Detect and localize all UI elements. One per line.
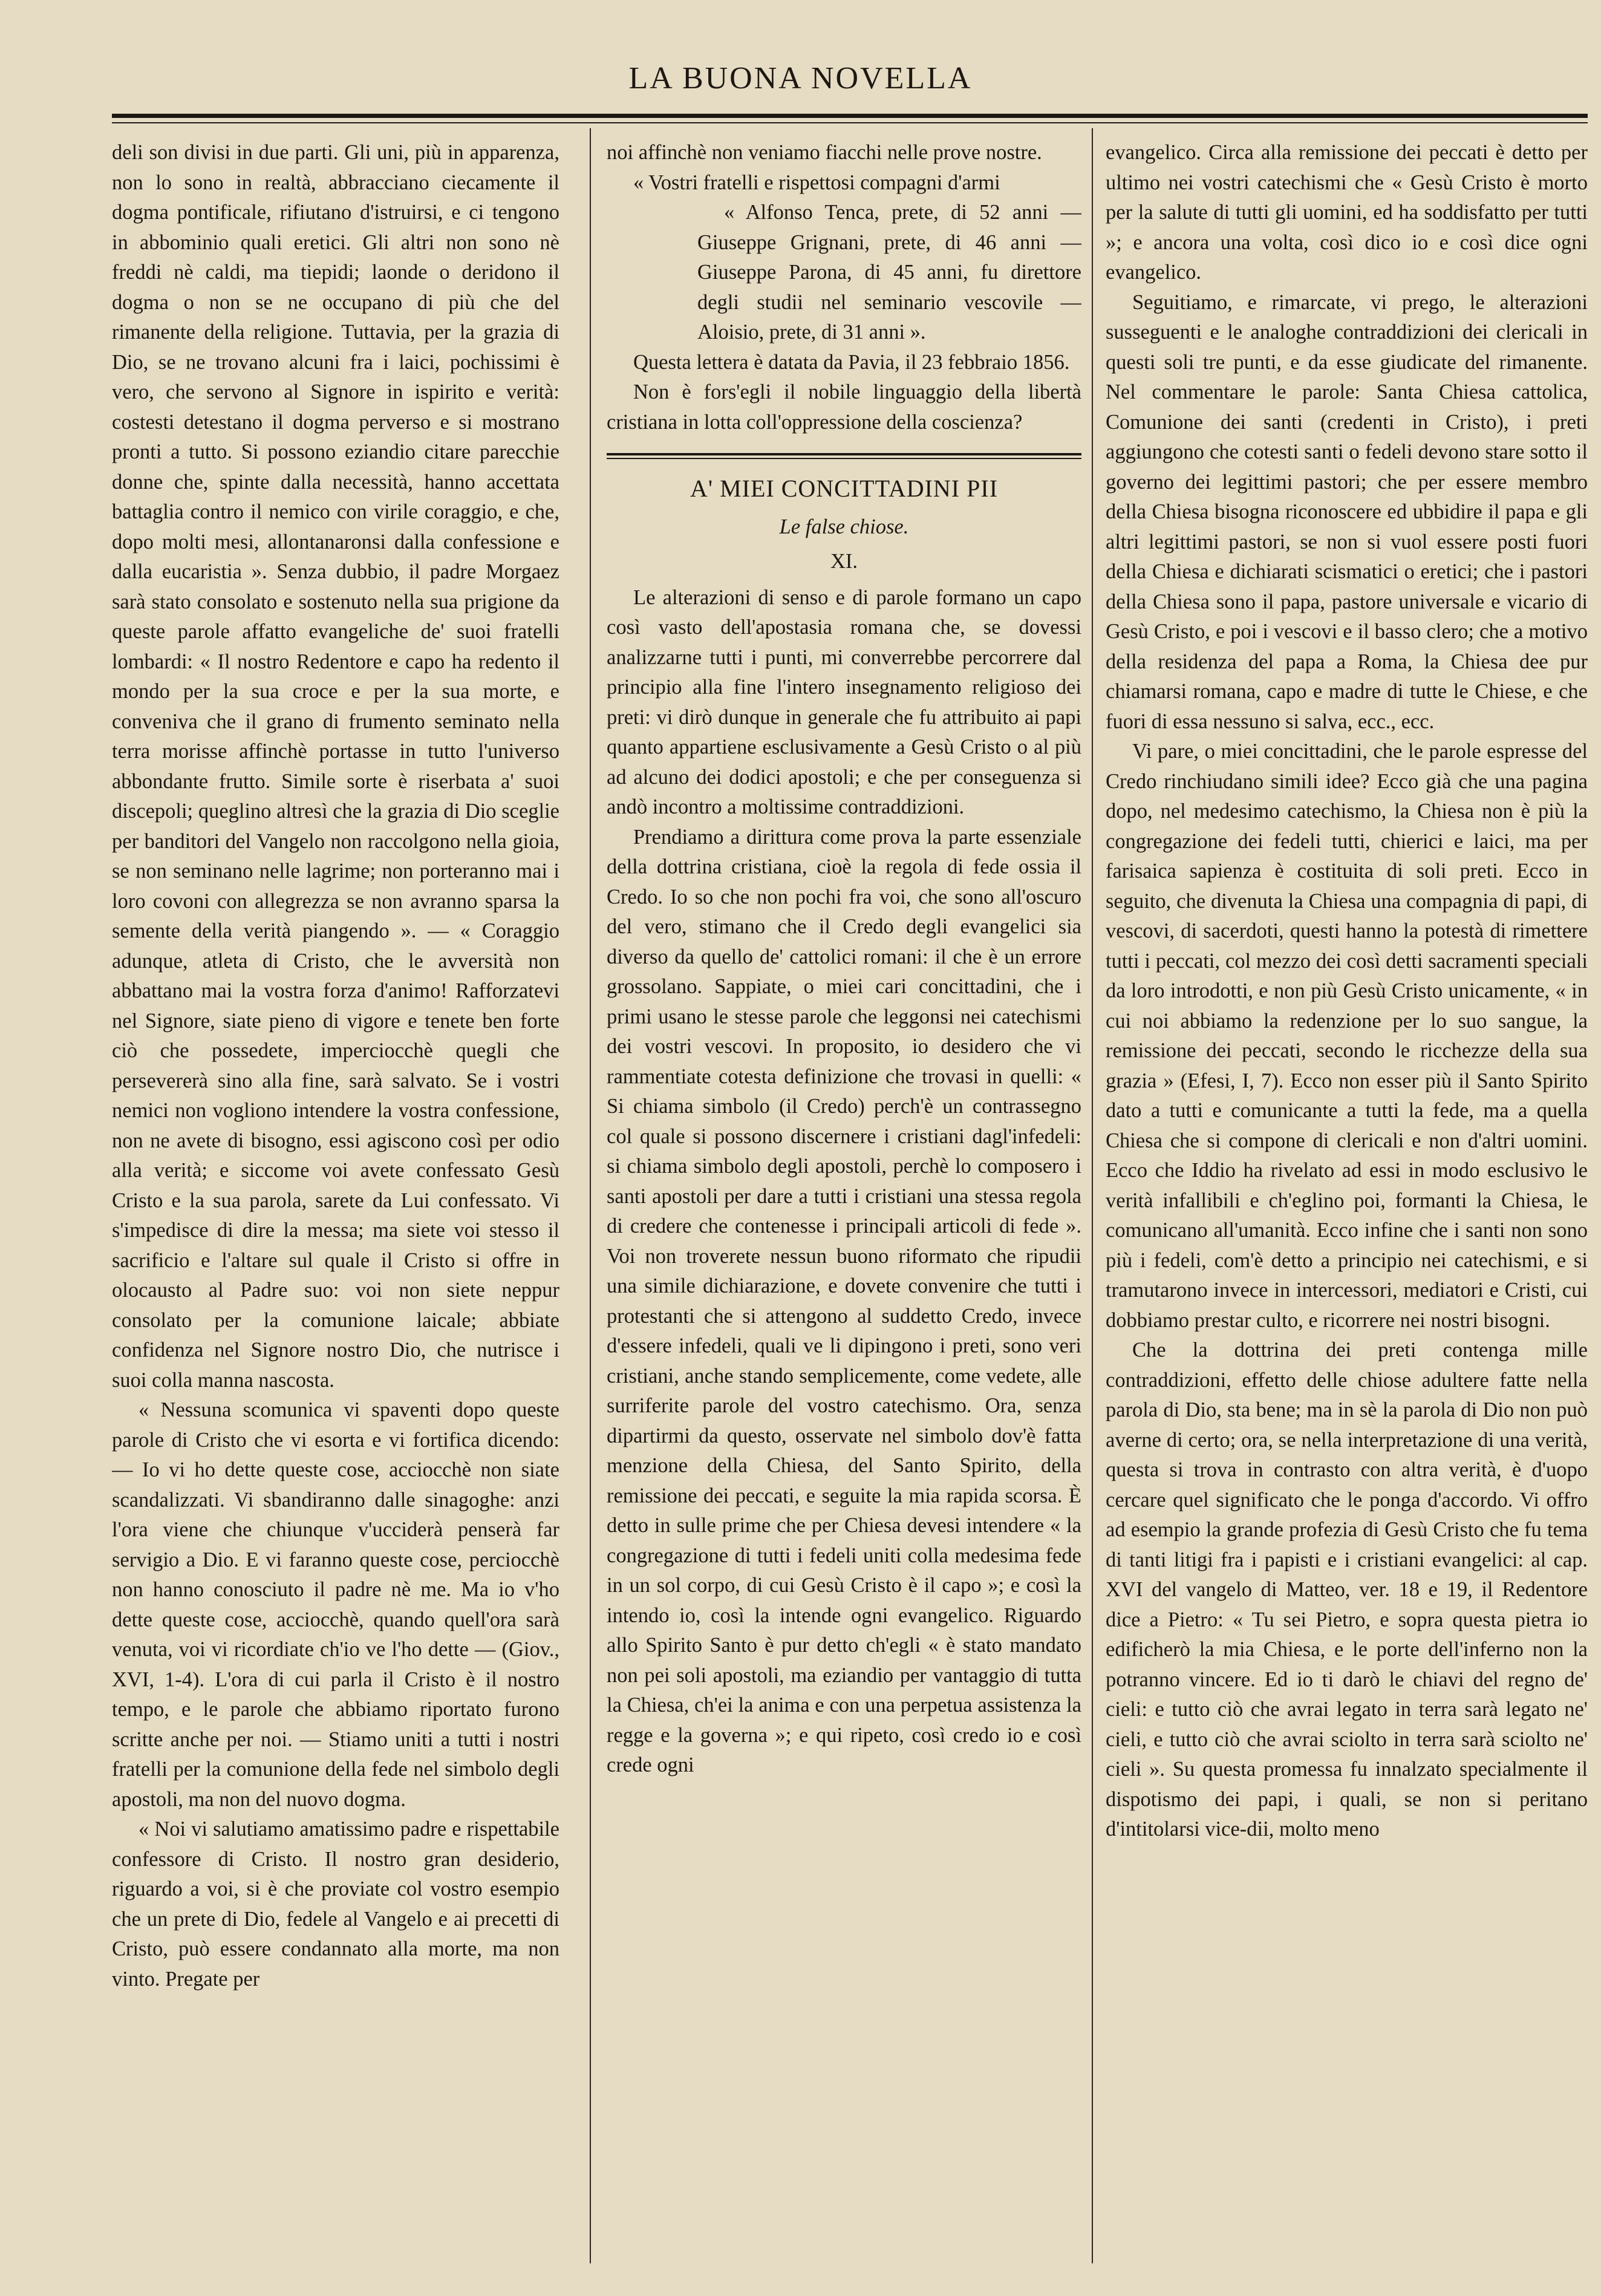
paragraph: Non è fors'egli il nobile linguaggio della libertà cristiana in lotta coll'oppressione della coscienza? xyxy=(607,380,1081,434)
paragraph: evangelico. Circa alla remissione dei peccati è detto per ultimo nei vostri catechismi che « Gesù Cristo è morto per la salute di tutti gli uomini, ed ha soddisfatto per tutti »; e ancora una volta, così dico io e così dice ogni evangelico. xyxy=(1106,141,1588,284)
section-subtitle: Le false chiose. xyxy=(779,515,909,538)
paragraph: Questa lettera è datata da Pavia, il 23 febbraio 1856. xyxy=(633,350,1070,374)
paragraph: « Nessuna scomunica vi spaventi dopo queste parole di Cristo che vi esorta e vi fortifica dicendo: — Io vi ho dette queste cose, acciocchè non siate scandalizzati. Vi sbandiranno dalle sinagoghe: anzi l'ora viene che chiunque v'ucciderà penserà far servigio a Dio. E vi faranno queste cose, perciocchè non hanno conosciuto il padre nè me. Ma io v'ho dette queste cose, acciocchè, quando quell'ora sarà venuta, voi vi ricordiate ch'io ve l'ho dette — (Giov., XVI, 1-4). L'ora di cui parla il Cristo è il nostro tempo, e le parole che abbiamo riportato furono scritte anche per noi. — Stiamo uniti a tutti i nostri fratelli per la comunione della fede nel simbolo degli apostoli, ma non del nuovo dogma. xyxy=(112,1398,559,1811)
column-divider-left xyxy=(590,128,591,2263)
column-2 xyxy=(607,138,1081,2273)
column-1 xyxy=(112,138,559,2273)
paragraph: Seguitiamo, e rimarcate, vi prego, le alterazioni susseguenti e le analoghe contraddizioni dei clericali in questi soli tre punti, e da esse giudicate del rimanente. Nel commentare le parole: Santa Chiesa cattolica, Comunione dei santi (credenti in Cristo), i preti aggiungono che cotesti santi o fedeli devono stare sotto il governo dei legittimi pastori; che per essere membro della Chiesa bisogna riconoscere ed ubbidire il papa e gli altri legittimi pastori, se non si vuol essere posti fuori della Chiesa e dichiarati scismatici o eretici; che i pastori della Chiesa sono il papa, pastore universale e vicario di Gesù Cristo, e poi i vescovi e il basso clero; che a motivo della residenza del papa a Roma, la Chiesa dee pur chiamarsi romana, capo e madre di tutte le Chiese, e che fuori di essa nessuno si salva, ecc., ecc. xyxy=(1106,290,1588,733)
paragraph: « Noi vi salutiamo amatissimo padre e rispettabile confessore di Cristo. Il nostro gran desiderio, riguardo a voi, si è che proviate col vostro esempio che un prete di Dio, fedele al Vangelo e ai precetti di Cristo, può essere condannato alla morte, ma non vinto. Pregate per xyxy=(112,1818,559,1991)
paragraph: « Vostri fratelli e rispettosi compagni d'armi xyxy=(633,171,1000,194)
paragraph: Le alterazioni di senso e di parole formano un capo così vasto dell'apostasia romana che, se dovessi analizzarne tutti i punti, mi converrebbe percorrere dal principio alla fine l'intero insegnamento religioso dei preti: vi dirò dunque in generale che fu attribuito ai papi quanto appartiene esclusivamente a Gesù Cristo o al più ad alcuno dei dodici apostoli; e che per conseguenza si andò incontro a moltissime contraddizioni. xyxy=(607,585,1081,818)
paragraph: deli son divisi in due parti. Gli uni, più in apparenza, non lo sono in realtà, abbracciano ciecamente il dogma pontificale, rifiutano d'istruirsi, e ci tengono in abbominio quali eretici. Gli altri non sono nè freddi nè caldi, ma tiepidi; laonde o deridono il dogma o non se ne occupano di più che del rimanente della religione. Tuttavia, per la grazia di Dio, se ne trovano alcuni fra i laici, pochissimi è vero, che servono al Signore in ispirito e verità: costesti detestano il dogma perverso e si mostrano pronti a tutto. Si possono eziandio citare parecchie donne che, spinte dalla necessità, hanno accettata battaglia contro il nemico con virile coraggio, e che, dopo molti mesi, allontanaronsi dalla confessione e dalla eucaristia ». Senza dubbio, il padre Morgaez sarà stato consolato e sostenuto nella sua prigione da queste parole affatto evangeliche de' suoi fratelli lombardi: « Il nostro Redentore e capo ha redento il mondo per la sua croce e per la sua morte, e conveniva che il grano di frumento seminato nella terra morisse affinchè portasse in tutto l'universo abbondante frutto. Simile sorte è riserbata a' suoi discepoli; queglino altresì che la grazia di Dio sceglie per banditori del Vangelo non raccolgono nella gioia, se non seminano nelle lagrime; non porteranno mai i loro covoni con allegrezza se non avranno sparsa la semente della verità piangendo ». — « Coraggio adunque, atleta di Cristo, che le avversità non abbattano mai la vostra forza d'animo! Rafforzatevi nel Signore, siate pieno di vigore e tenete ben forte ciò che possedete, imperciocchè quegli che persevererà sino alla fine, sarà salvato. Se i vostri nemici non vogliono intendere la vostra confessione, non ne avete di bisogno, essi agiscono così per odio alla verità; e siccome voi avete confessato Gesù Cristo e la sua parola, sarete da Lui confessato. Vi s'impedisce di dire la messa; ma siete voi stesso il sacrificio e l'altare sul quale il Cristo si offre in olocausto al Padre suo: voi non siete neppur consolato per la comunione laicale; abbiate confidenza nel Signore nostro Dio, che nutrisce i suoi colla manna nascosta. xyxy=(112,141,559,1392)
paragraph: Vi pare, o miei concittadini, che le parole espresse del Credo rinchiudano simili idee? Ecco già che una pagina dopo, nel medesimo catechismo, la Chiesa non è più la congregazione dei fedeli tutti, chierici e laici, ma per farisaica sapienza è costituita di soli preti. Ecco in seguito, che divenuta la Chiesa una compagnia di papi, di vescovi, di sacerdoti, questi hanno la potestà di rimettere tutti i peccati, col mezzo dei così detti sacramenti speciali da loro introdotti, e non più Gesù Cristo unicamente, « in cui noi abbiamo la redenzione per lo suo sangue, la remissione dei peccati, secondo le ricchezze della sua grazia » (Efesi, I, 7). Ecco non esser più il Santo Spirito dato a tutti e comunicante a tutti la fede, ma a quella Chiesa che si compone di clericali e non d'altri uomini. Ecco che Iddio ha rivelato ad essi in modo esclusivo le verità infallibili e ch'eglino poi, formanti la Chiesa, le comunicano all'umanità. Ecco infine che i santi non sono più i fedeli, com'è detto a principio nei catechismi, e si tramutarono invece in intercessori, mediatori e Cristi, cui dobbiamo prestar culto, e ricorrere nei nostri bisogni. xyxy=(1106,740,1588,1332)
section-number: XI. xyxy=(830,550,858,573)
letter-signatures: « Alfonso Tenca, prete, di 52 anni — Giuseppe Grignani, prete, di 46 anni — Giuseppe Parona, di 45 anni, fu direttore degli studii nel seminario vescovile — Aloisio, prete, di 31 anni ». xyxy=(697,201,1081,344)
header-rule-thick xyxy=(112,114,1588,118)
paragraph: Che la dottrina dei preti contenga mille contraddizioni, effetto delle chiose adultere fatte nella parola di Dio, sta bene; ma in sè la parola di Dio non può averne di certo; ora, se nella interpretazione di una verità, questa si trova in contrasto con altra verità, è d'uopo cercare quel significato che le ponga d'accordo. Vi offro ad esempio la grande profezia di Gesù Cristo che fu tema di tanti litigi fra i papisti e i cristiani evangelici: al cap. XVI del vangelo di Matteo, ver. 18 e 19, il Redentore dice a Pietro: « Tu sei Pietro, e sopra questa pietra io edificherò la mia Chiesa, e le porte dell'inferno non la potranno vincere. Ed io ti darò le chiavi del regno de' cieli: e tutto ciò che avrai legato in terra sarà legato ne' cieli, e tutto ciò che avrai sciolto in terra sarà sciolto ne' cieli ». Su questa promessa fu innalzato specialmente il dispotismo dei papi, i quali, se non si peritano d'intitolarsi vice-dii, molto meno xyxy=(1106,1339,1588,1841)
section-divider xyxy=(607,453,1081,459)
paragraph: Prendiamo a dirittura come prova la parte essenziale della dottrina cristiana, cioè la regola di fede ossia il Credo. Io so che non pochi fra voi, che sono all'oscuro del vero, stimano che il Credo degli evangelici sia diverso da quello de' cattolici romani: il che è un errore grossolano. Sappiate, o miei cari concittadini, che i primi usano le stesse parole che leggonsi nei catechismi dei vostri vescovi. In proposito, io desidero che vi rammentiate cotesta definizione che trovasi in quelli: « Si chiama simbolo (il Credo) perch'è un contrassegno col quale si possono discernere i cristiani dagl'infedeli: si chiama simbolo degli apostoli, perchè lo composero i santi apostoli per dare a tutti i cristiani una stessa regola di credere che contenesse i principali articoli di fede ». Voi non troverete nessun buono riformato che ripudii una simile dichiarazione, e dovete convenire che tutti i protestanti che si attengono al suddetto Credo, invece d'essere infedeli, quali ve li dipingono i preti, sono veri cristiani, anche stando semplicemente, come vedete, alle surriferite parole del vostro catechismo. Ora, senza dipartirmi da questo, osservate nel simbolo dov'è fatta menzione della Chiesa, del Santo Spirito, della remissione dei peccati, e seguite la mia rapida scorsa. È detto in sulle prime che per Chiesa devesi intendere « la congregazione di tutti i fedeli uniti colla medesima fede in un sol corpo, di cui Gesù Cristo è il capo »; e così la intendo io, così la intende ogni evangelico. Riguardo allo Spirito Santo è pur detto ch'egli « è stato mandato non pei soli apostoli, ma eziandio per vantaggio di tutta la Chiesa, ch'ei la anima e con una perpetua assistenza la regge e la governa »; e qui ripeto, così credo io e così crede ogni xyxy=(607,825,1081,1776)
column-3 xyxy=(1106,138,1588,2273)
paragraph: noi affinchè non veniamo fiacchi nelle prove nostre. xyxy=(607,141,1042,164)
masthead-title: LA BUONA NOVELLA xyxy=(628,61,973,96)
section-title: A' MIEI CONCITTADINI PII xyxy=(690,475,999,502)
column-divider-right xyxy=(1092,128,1093,2263)
header-rule-thin xyxy=(112,122,1588,123)
